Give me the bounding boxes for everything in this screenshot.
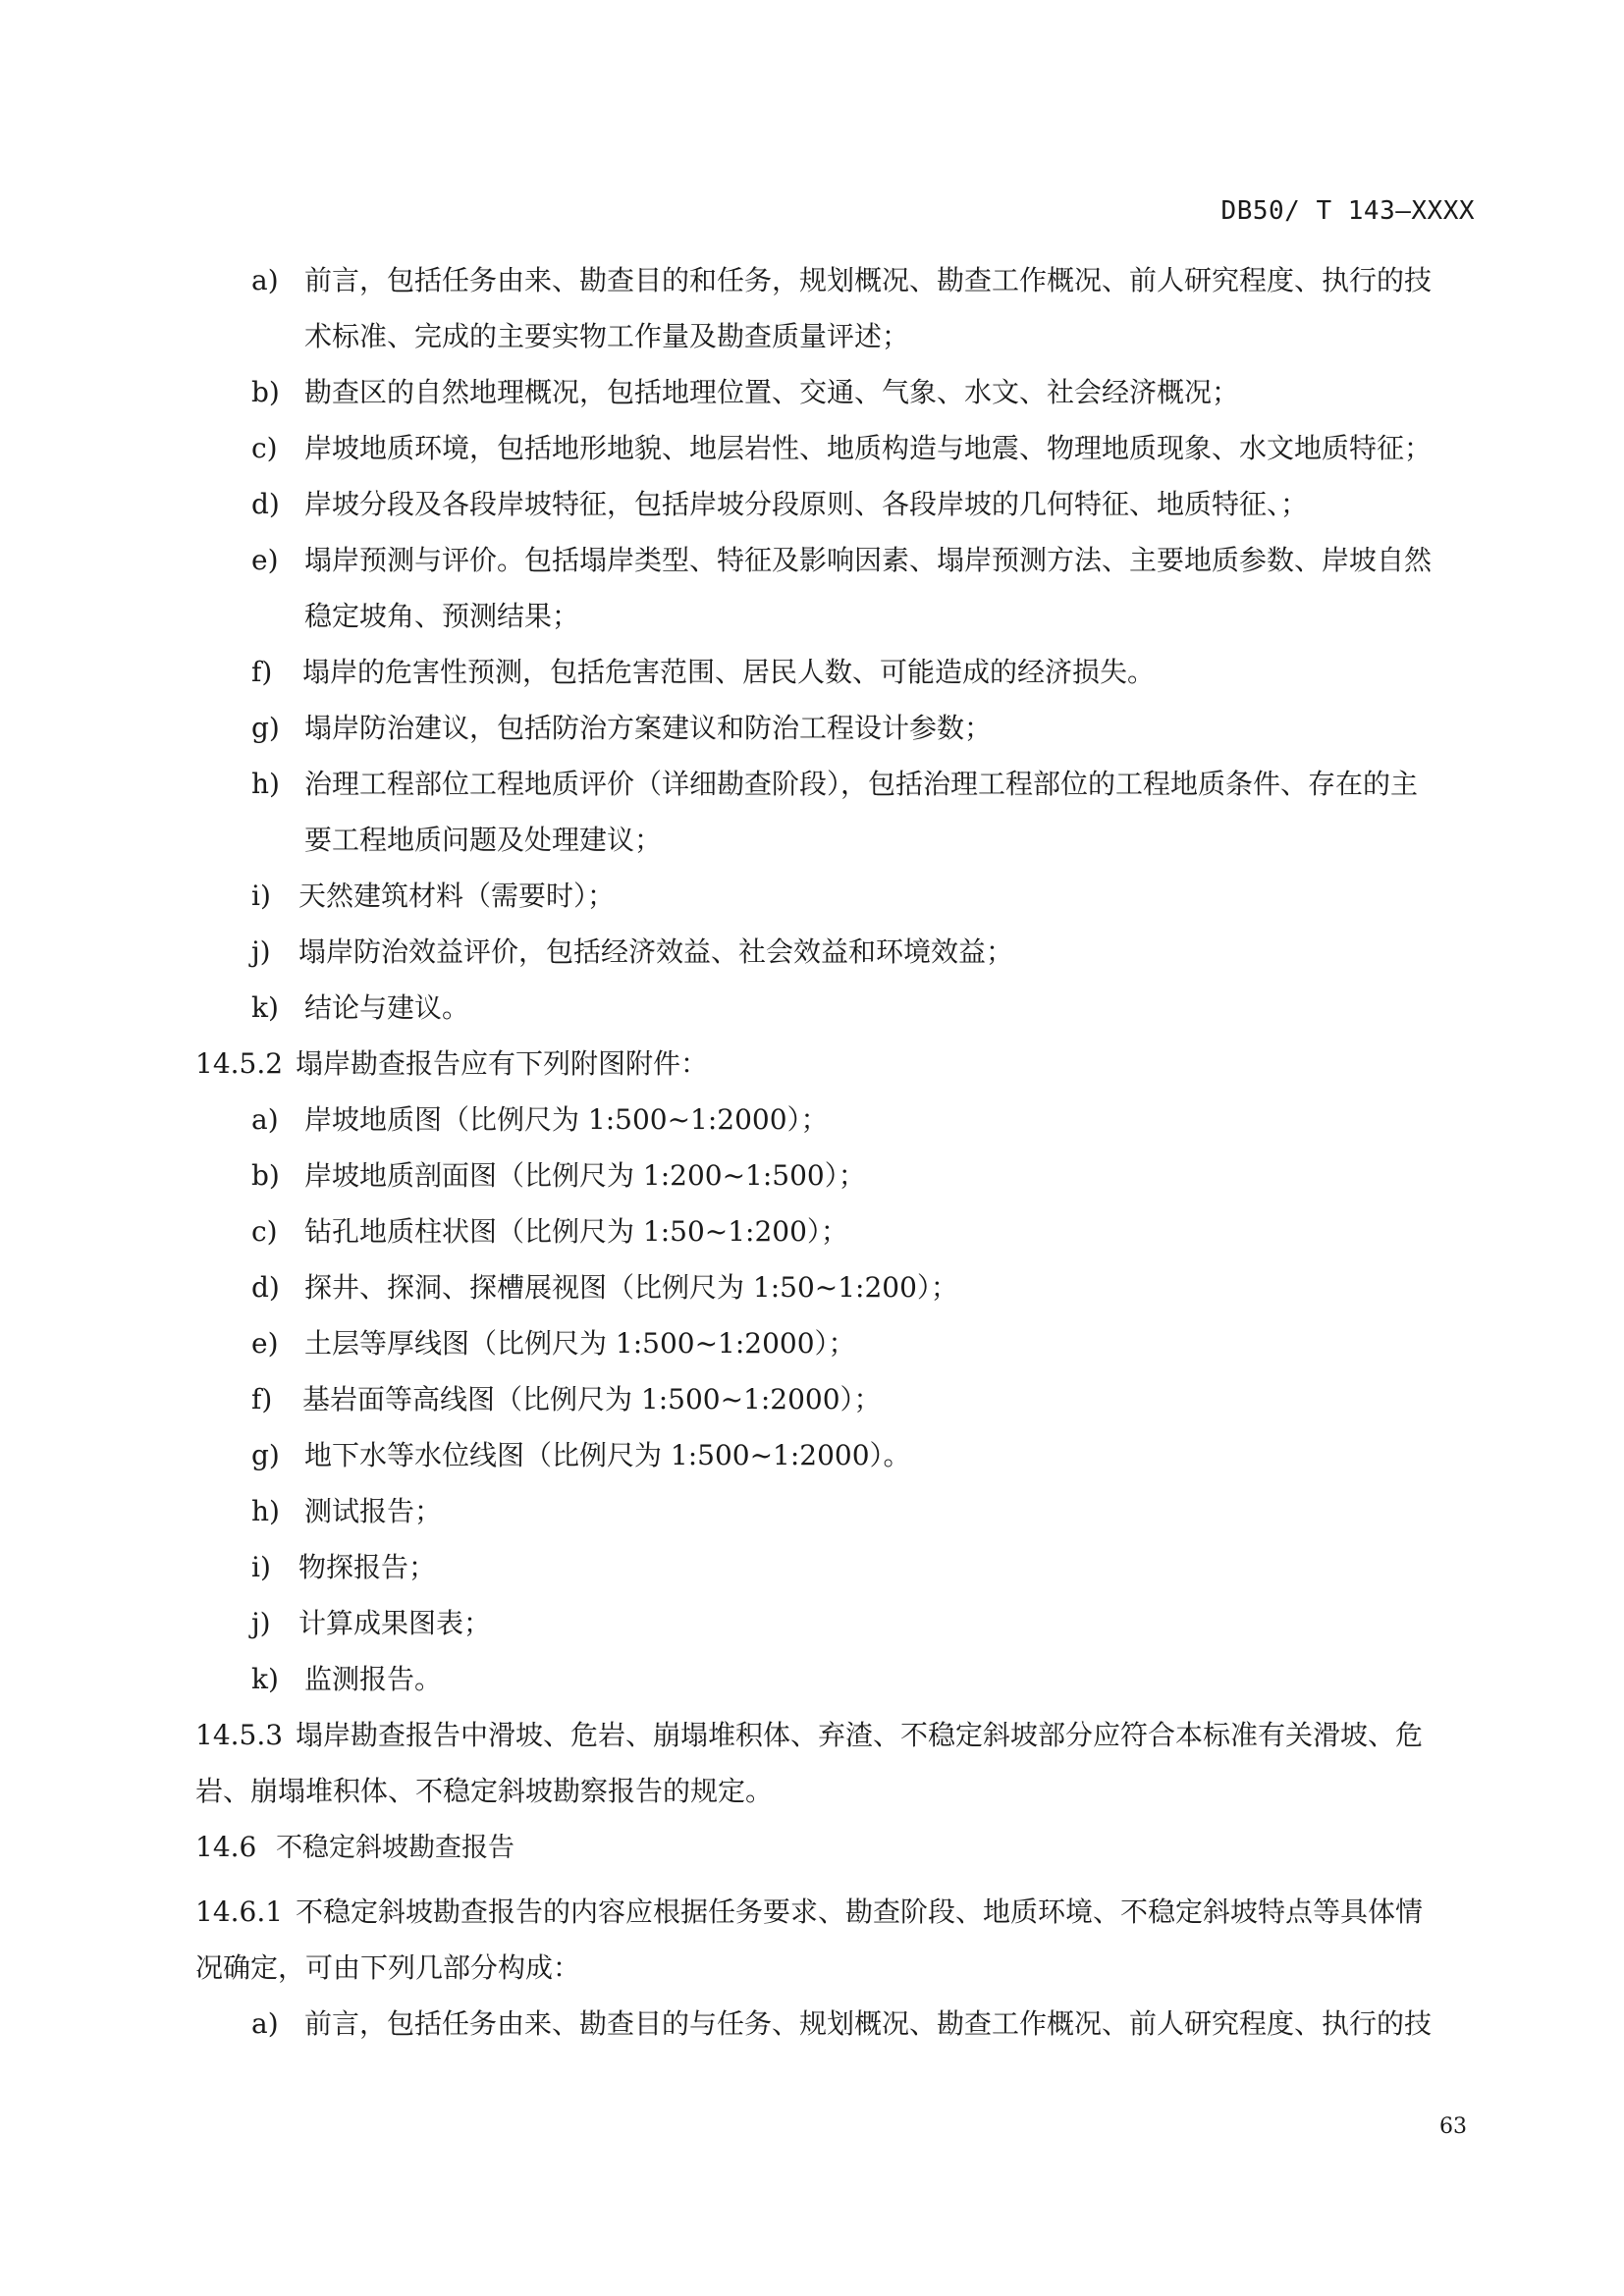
list-item-text: 计算成果图表； bbox=[298, 1607, 492, 1639]
section-number: 14.6 bbox=[195, 1831, 257, 1863]
list-item-text: 岸坡分段及各段岸坡特征，包括岸坡分段原则、各段岸坡的几何特征、地质特征、； bbox=[304, 488, 1309, 520]
clause-14-5-3 bbox=[195, 1716, 1423, 1755]
list-item-label: e) bbox=[251, 1327, 279, 1360]
list-item-label: g) bbox=[251, 1439, 280, 1471]
list-item-label: a) bbox=[251, 264, 279, 296]
list-item-label: k) bbox=[251, 1663, 279, 1695]
list-item-label: c) bbox=[251, 1215, 278, 1248]
list-item bbox=[251, 1660, 442, 1699]
list-item bbox=[251, 1268, 958, 1308]
list-item-text: 前言，包括任务由来、勘查目的与任务、规划概况、勘查工作概况、前人研究程度、执行的技 bbox=[304, 2007, 1433, 2040]
list-item-text: 结论与建议。 bbox=[304, 991, 470, 1024]
list-item-text: 塌岸防治建议，包括防治方案建议和防治工程设计参数； bbox=[304, 712, 993, 744]
clause-text: 塌岸勘查报告中滑坡、危岩、崩塌堆积体、弃渣、不稳定斜坡部分应符合本标准有关滑坡、危 bbox=[296, 1719, 1424, 1751]
page-number: 63 bbox=[1439, 2114, 1467, 2139]
list-item-text: 土层等厚线图（比例尺为 1:500~1:2000）； bbox=[304, 1327, 856, 1360]
list-item-text: 地下水等水位线图（比例尺为 1:500~1:2000）。 bbox=[304, 1439, 911, 1471]
list-item bbox=[251, 933, 1013, 972]
list-item bbox=[251, 653, 1155, 692]
list-item-label: h) bbox=[251, 768, 280, 800]
list-item-text: 塌岸的危害性预测，包括危害范围、居民人数、可能造成的经济损失。 bbox=[302, 656, 1156, 688]
list-item-text: 探井、探洞、探槽展视图（比例尺为 1:50~1:200）； bbox=[304, 1271, 958, 1304]
list-item-text: 钻孔地质柱状图（比例尺为 1:50~1:200）； bbox=[304, 1215, 848, 1248]
list-item bbox=[251, 429, 1432, 468]
list-item bbox=[251, 261, 1432, 300]
list-item-text: 监测报告。 bbox=[304, 1663, 443, 1695]
list-item bbox=[251, 709, 992, 748]
clause-continuation: 况确定，可由下列几部分构成： bbox=[195, 1951, 581, 1984]
list-item bbox=[251, 1548, 436, 1587]
list-item-label: a) bbox=[251, 2007, 279, 2040]
clause-number: 14.6.1 bbox=[195, 1896, 284, 1928]
list-item-label: b) bbox=[251, 376, 280, 408]
list-item bbox=[251, 1492, 442, 1531]
list-item-label: f) bbox=[251, 1383, 273, 1415]
list-item-label: j) bbox=[251, 935, 271, 968]
list-item-label: k) bbox=[251, 991, 279, 1024]
list-item-text: 天然建筑材料（需要时）； bbox=[298, 880, 616, 912]
list-item-continuation: 稳定坡角、预测结果； bbox=[304, 600, 580, 632]
list-item bbox=[251, 1212, 848, 1252]
list-item bbox=[251, 1100, 829, 1140]
section-title: 不稳定斜坡勘查报告 bbox=[276, 1833, 514, 1863]
list-item-text: 勘查区的自然地理概况，包括地理位置、交通、气象、水文、社会经济概况； bbox=[304, 376, 1240, 408]
list-item-label: j) bbox=[251, 1607, 271, 1639]
list-item-text: 岸坡地质剖面图（比例尺为 1:200~1:500）； bbox=[304, 1159, 866, 1192]
list-item-text: 测试报告； bbox=[304, 1495, 443, 1527]
list-item-text: 物探报告； bbox=[298, 1551, 437, 1583]
list-item-text: 治理工程部位工程地质评价（详细勘查阶段），包括治理工程部位的工程地质条件、存在的主 bbox=[304, 768, 1419, 800]
list-item-label: d) bbox=[251, 488, 280, 520]
section-heading-14-6 bbox=[195, 1828, 514, 1868]
list-item bbox=[251, 1380, 882, 1419]
list-item bbox=[251, 373, 1239, 412]
list-item-label: d) bbox=[251, 1271, 280, 1304]
list-item bbox=[251, 1156, 866, 1196]
clause-continuation: 岩、崩塌堆积体、不稳定斜坡勘察报告的规定。 bbox=[195, 1775, 774, 1807]
list-item-label: i) bbox=[251, 880, 271, 912]
list-item bbox=[251, 1604, 491, 1643]
list-item bbox=[251, 1436, 911, 1475]
list-item-label: e) bbox=[251, 544, 279, 576]
clause-text: 不稳定斜坡勘查报告的内容应根据任务要求、勘查阶段、地质环境、不稳定斜坡特点等具体情 bbox=[296, 1896, 1424, 1928]
list-item bbox=[251, 765, 1418, 804]
list-item-label: f) bbox=[251, 656, 273, 688]
list-item-label: i) bbox=[251, 1551, 271, 1583]
list-item-continuation: 要工程地质问题及处理建议； bbox=[304, 824, 663, 856]
clause-14-6-1 bbox=[195, 1893, 1423, 1932]
list-item-label: c) bbox=[251, 432, 278, 464]
list-item bbox=[251, 988, 469, 1028]
list-item-label: g) bbox=[251, 712, 280, 744]
list-item bbox=[251, 1324, 856, 1363]
list-item-text: 岸坡地质图（比例尺为 1:500~1:2000）； bbox=[304, 1103, 829, 1136]
list-item-continuation: 术标准、完成的主要实物工作量及勘查质量评述； bbox=[304, 320, 910, 352]
list-item bbox=[251, 541, 1432, 580]
clause-14-5-2 bbox=[195, 1044, 708, 1084]
list-item-text: 基岩面等高线图（比例尺为 1:500~1:2000）； bbox=[302, 1383, 882, 1415]
list-item-label: h) bbox=[251, 1495, 280, 1527]
list-item-label: a) bbox=[251, 1103, 279, 1136]
list-item-label: b) bbox=[251, 1159, 280, 1192]
clause-text: 塌岸勘查报告应有下列附图附件： bbox=[296, 1047, 709, 1080]
list-item-text: 塌岸预测与评价。包括塌岸类型、特征及影响因素、塌岸预测方法、主要地质参数、岸坡自然 bbox=[304, 544, 1433, 576]
clause-number: 14.5.3 bbox=[195, 1719, 284, 1751]
document-code-header: DB50/ T 143—XXXX bbox=[1220, 196, 1475, 226]
list-item-text: 塌岸防治效益评价，包括经济效益、社会效益和环境效益； bbox=[298, 935, 1014, 968]
list-item-text: 前言，包括任务由来、勘查目的和任务，规划概况、勘查工作概况、前人研究程度、执行的技 bbox=[304, 264, 1433, 296]
list-item-text: 岸坡地质环境，包括地形地貌、地层岩性、地质构造与地震、物理地质现象、水文地质特征； bbox=[304, 432, 1433, 464]
list-item bbox=[251, 2004, 1432, 2044]
list-item bbox=[251, 485, 1308, 524]
list-item bbox=[251, 877, 615, 916]
clause-number: 14.5.2 bbox=[195, 1047, 284, 1080]
